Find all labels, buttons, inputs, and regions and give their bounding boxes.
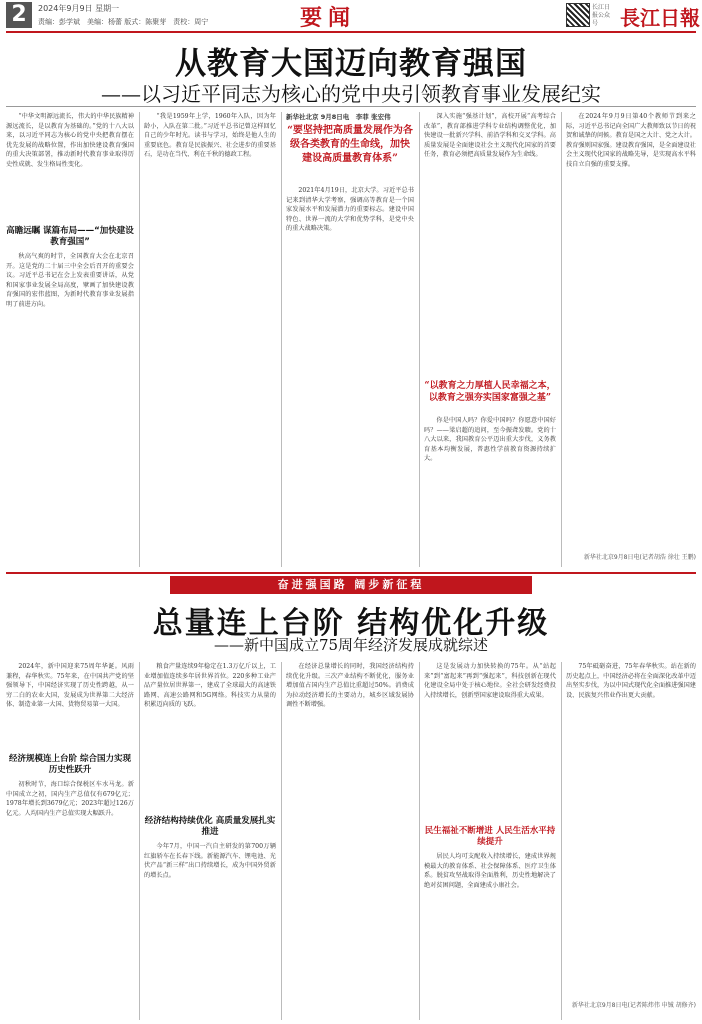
bottom-col3-text: 在经济总量增长的同时，我国经济结构持续优化升级。三次产业结构不断优化，服务业增加值占国内生产总值比重超过50%。消费成为拉动经济增长的主要动力，城乡区域发展协调性不断增强。: [286, 663, 414, 709]
column-rule: [419, 662, 420, 1020]
newspaper-logo: 長江日報: [620, 6, 700, 30]
column-rule: [281, 662, 282, 1020]
date-line: 2024年9月9日 星期一: [38, 4, 120, 13]
bottom-col4-text: 这是发展动力加快转换的75年。从“站起来”到“富起来”再到“强起来”，科技创新在现代化建设全局中处于核心地位。全社会研发经费投入持续增长，创新型国家建设取得重大成果。: [424, 663, 556, 699]
column-rule: [561, 112, 562, 567]
story-divider: [6, 572, 696, 574]
qr-code-icon[interactable]: [566, 3, 590, 27]
top-col4-subhead: “以教育之力厚植人民幸福之本，以教育之强夯实国家富强之基”: [424, 381, 556, 403]
page-number: 2: [6, 2, 32, 28]
column-rule: [281, 112, 282, 567]
top-col5-text: 在2024年9月9日第40个教师节到来之际，习近平总书记向全国广大教师致以节日的祝贺和诚挚的问候。教育是国之大计、党之大计。教育强则国家强。建设教育强国，是全面建设社会主义现代化国家的战略先导，是实现高水平科技自立自强的重要支撑。: [566, 113, 696, 168]
top-col4-text: 深入实施“强基计划”，高校开展“高考综合改革”，教育部推进学科专业结构调整优化，加快建设一批新兴学科、前沿学科和交叉学科。高质量发展是全面建设社会主义现代化国家的首要任务，教育必须把高质量发展作为生命线。: [424, 113, 556, 159]
top-story-title[interactable]: 从教育大国迈向教育强国: [175, 46, 527, 82]
bottom-col2-subtext: 今年7月，中国一汽自主研发的第700万辆红旗轿车在长春下线。新能源汽车、锂电池、光伏产品“新三样”出口持续增长，成为中国外贸新的增长点。: [144, 843, 276, 879]
bottom-col1-subhead: 经济规模连上台阶 综合国力实现历史性跃升: [9, 754, 131, 775]
top-col1-subhead: 高瞻远瞩 谋篇布局——“加快建设教育强国”: [6, 226, 134, 247]
page-header: [0, 0, 702, 34]
column-rule: [139, 112, 140, 567]
top-col3-text: 2021年4月19日，北京大学。习近平总书记来到清华大学考察，强调高等教育是一个国家发展水平和发展潜力的重要标志。建设中国特色、世界一流的大学和优势学科，是党中央的重大战略决策。: [286, 187, 414, 233]
top-col1-text: “中华文明源远流长，伟大的中华民族精神源远流长，是以教育为基础的。”党的十八大以来，以习近平同志为核心的党中央把教育摆在优先发展的战略位置，作出加快建设教育强国的重大决策部署，推动新时代教育事业取得历史性成就、发生格局性变化。: [6, 113, 134, 168]
editors-line: 责编：彭学斌 美编：杨蕾 版式：陈聚芽 责校：周宁: [38, 18, 209, 26]
top-col2-text: “我是1959年上学，1960年入队，因为年龄小，入队在第二批。”习近平总书记曾这样回忆自己的少年时光。读书与学习，始终是他人生的重要底色。教育是民族振兴、社会进步的重要基石，是功在当代、利在千秋的德政工程。: [144, 113, 276, 159]
top-story-credit: 新华社北京9月8日电(记者胡浩 徐壮 王鹏): [583, 554, 696, 561]
bottom-story-title[interactable]: 总量连上台阶 结构优化升级: [152, 606, 550, 641]
bottom-col2-subhead: 经济结构持续优化 高质量发展扎实推进: [144, 816, 276, 837]
column-rule: [419, 112, 420, 567]
top-story-subtitle: ——以习近平同志为核心的党中央引领教育事业发展纪实: [101, 82, 601, 106]
bottom-col5-text: 75年砥砺奋进，75年春华秋实。站在新的历史起点上，中国经济必将在全面深化改革中迈出坚实步伐，为以中国式现代化全面推进强国建设、民族复兴伟业作出更大贡献。: [566, 663, 696, 699]
bottom-col1-text: 2024年，新中国迎来75周年华诞。风雨兼程，春华秋实。75年来，在中国共产党的坚强领导下，中国经济实现了历史性跨越，从一穷二白的农业大国，发展成为世界第二大经济体、制造业第一大国、货物贸易第一大国。: [6, 663, 134, 709]
series-banner: 奋进强国路 阔步新征程: [170, 576, 532, 594]
section-title: 要闻: [300, 5, 357, 31]
column-rule: [561, 662, 562, 1020]
top-col1-subtext: 秋高气爽的时节，全国教育大会在北京召开。这是党的二十届三中全会后召开的重要会议。习近平总书记在会上发表重要讲话，从党和国家事业发展全局高度，擘画了加快建设教育强国的宏伟蓝图，为新时代教育事业发展指明了前进方向。: [6, 253, 134, 308]
column-rule: [139, 662, 140, 1020]
divider: [6, 106, 696, 107]
bottom-col1-subtext: 初秋时节，海口综合保税区车水马龙。新中国成立之初，国内生产总值仅有679亿元；1978年增长到3679亿元；2023年超过126万亿元。人均国内生产总值实现大幅跃升。: [6, 781, 134, 817]
top-col3-subhead: “要坚持把高质量发展作为各级各类教育的生命线，加快建设高质量教育体系”: [287, 125, 413, 164]
top-col4-subtext: 你是中国人吗？你爱中国吗？你愿意中国好吗？——梁启超的追问，至今振聋发聩。党的十八大以来，我国教育公平迈出重大步伐，义务教育基本均衡发展，普惠性学前教育资源持续扩大。: [424, 417, 556, 463]
side-note: 长江日报公众号: [592, 4, 611, 27]
bottom-story-credit: 新华社北京9月8日电(记者陈炜伟 申铖 胡修齐): [571, 1002, 696, 1009]
bottom-col4-subtext: 居民人均可支配收入持续增长，建成世界规模最大的教育体系、社会保障体系、医疗卫生体系。脱贫攻坚战取得全面胜利，历史性地解决了绝对贫困问题，全面建成小康社会。: [424, 853, 556, 889]
bottom-col4-subhead: 民生福祉不断增进 人民生活水平持续提升: [424, 826, 556, 847]
bottom-col2-text: 粮食产量连续9年稳定在1.3万亿斤以上，工业增加值连续多年居世界首位。220多种工业产品产量位居世界第一，建成了全球最大的高速铁路网、高速公路网和5G网络。科技实力从量的积累迈向质的飞跃。: [144, 663, 276, 709]
header-rule: [6, 31, 696, 33]
bottom-story-subtitle: ——新中国成立75周年经济发展成就综述: [213, 636, 489, 654]
top-col3-byline: 新华社北京 9月8日电 李菲 张宏伟: [286, 113, 391, 121]
